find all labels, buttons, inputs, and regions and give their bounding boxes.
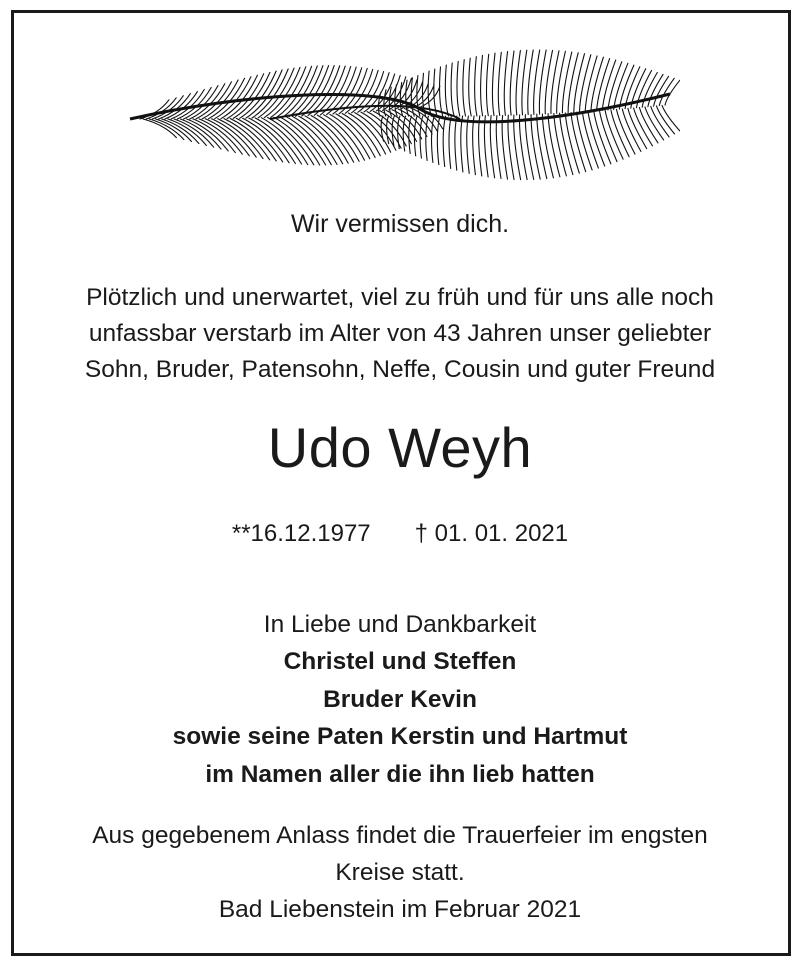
closing-line: Kreise statt. — [335, 859, 465, 886]
mourner-line: Bruder Kevin — [323, 685, 477, 713]
deceased-name: Udo Weyh — [267, 416, 533, 479]
mourner-line: im Namen aller die ihn lieb hatten — [205, 760, 595, 788]
closing-text — [0, 817, 800, 928]
mourner-line: sowie seine Paten Kerstin und Hartmut — [172, 723, 628, 750]
mourners-list — [0, 643, 800, 793]
death-date: † 01. 01. 2021 — [414, 520, 569, 547]
intro-line: unfassbar verstarb im Alter von 43 Jahren unser geliebter — [88, 320, 712, 347]
feather-icon — [120, 24, 680, 194]
lead-line: Wir vermissen dich. — [290, 210, 510, 238]
life-dates — [0, 520, 800, 548]
mourner-line: Christel und Steffen — [283, 648, 517, 675]
intro-line: Plötzlich und unerwartet, viel zu früh und für uns alle noch — [86, 284, 714, 311]
closing-line: Aus gegebenem Anlass findet die Trauerfeier im engsten — [92, 822, 708, 849]
love-line: In Liebe und Dankbarkeit — [263, 611, 537, 638]
closing-line: Bad Liebenstein im Februar 2021 — [218, 896, 582, 923]
birth-date: **16.12.1977 — [231, 520, 371, 547]
intro-line: Sohn, Bruder, Patensohn, Neffe, Cousin und guter Freund — [84, 356, 716, 383]
intro-text — [0, 280, 800, 388]
